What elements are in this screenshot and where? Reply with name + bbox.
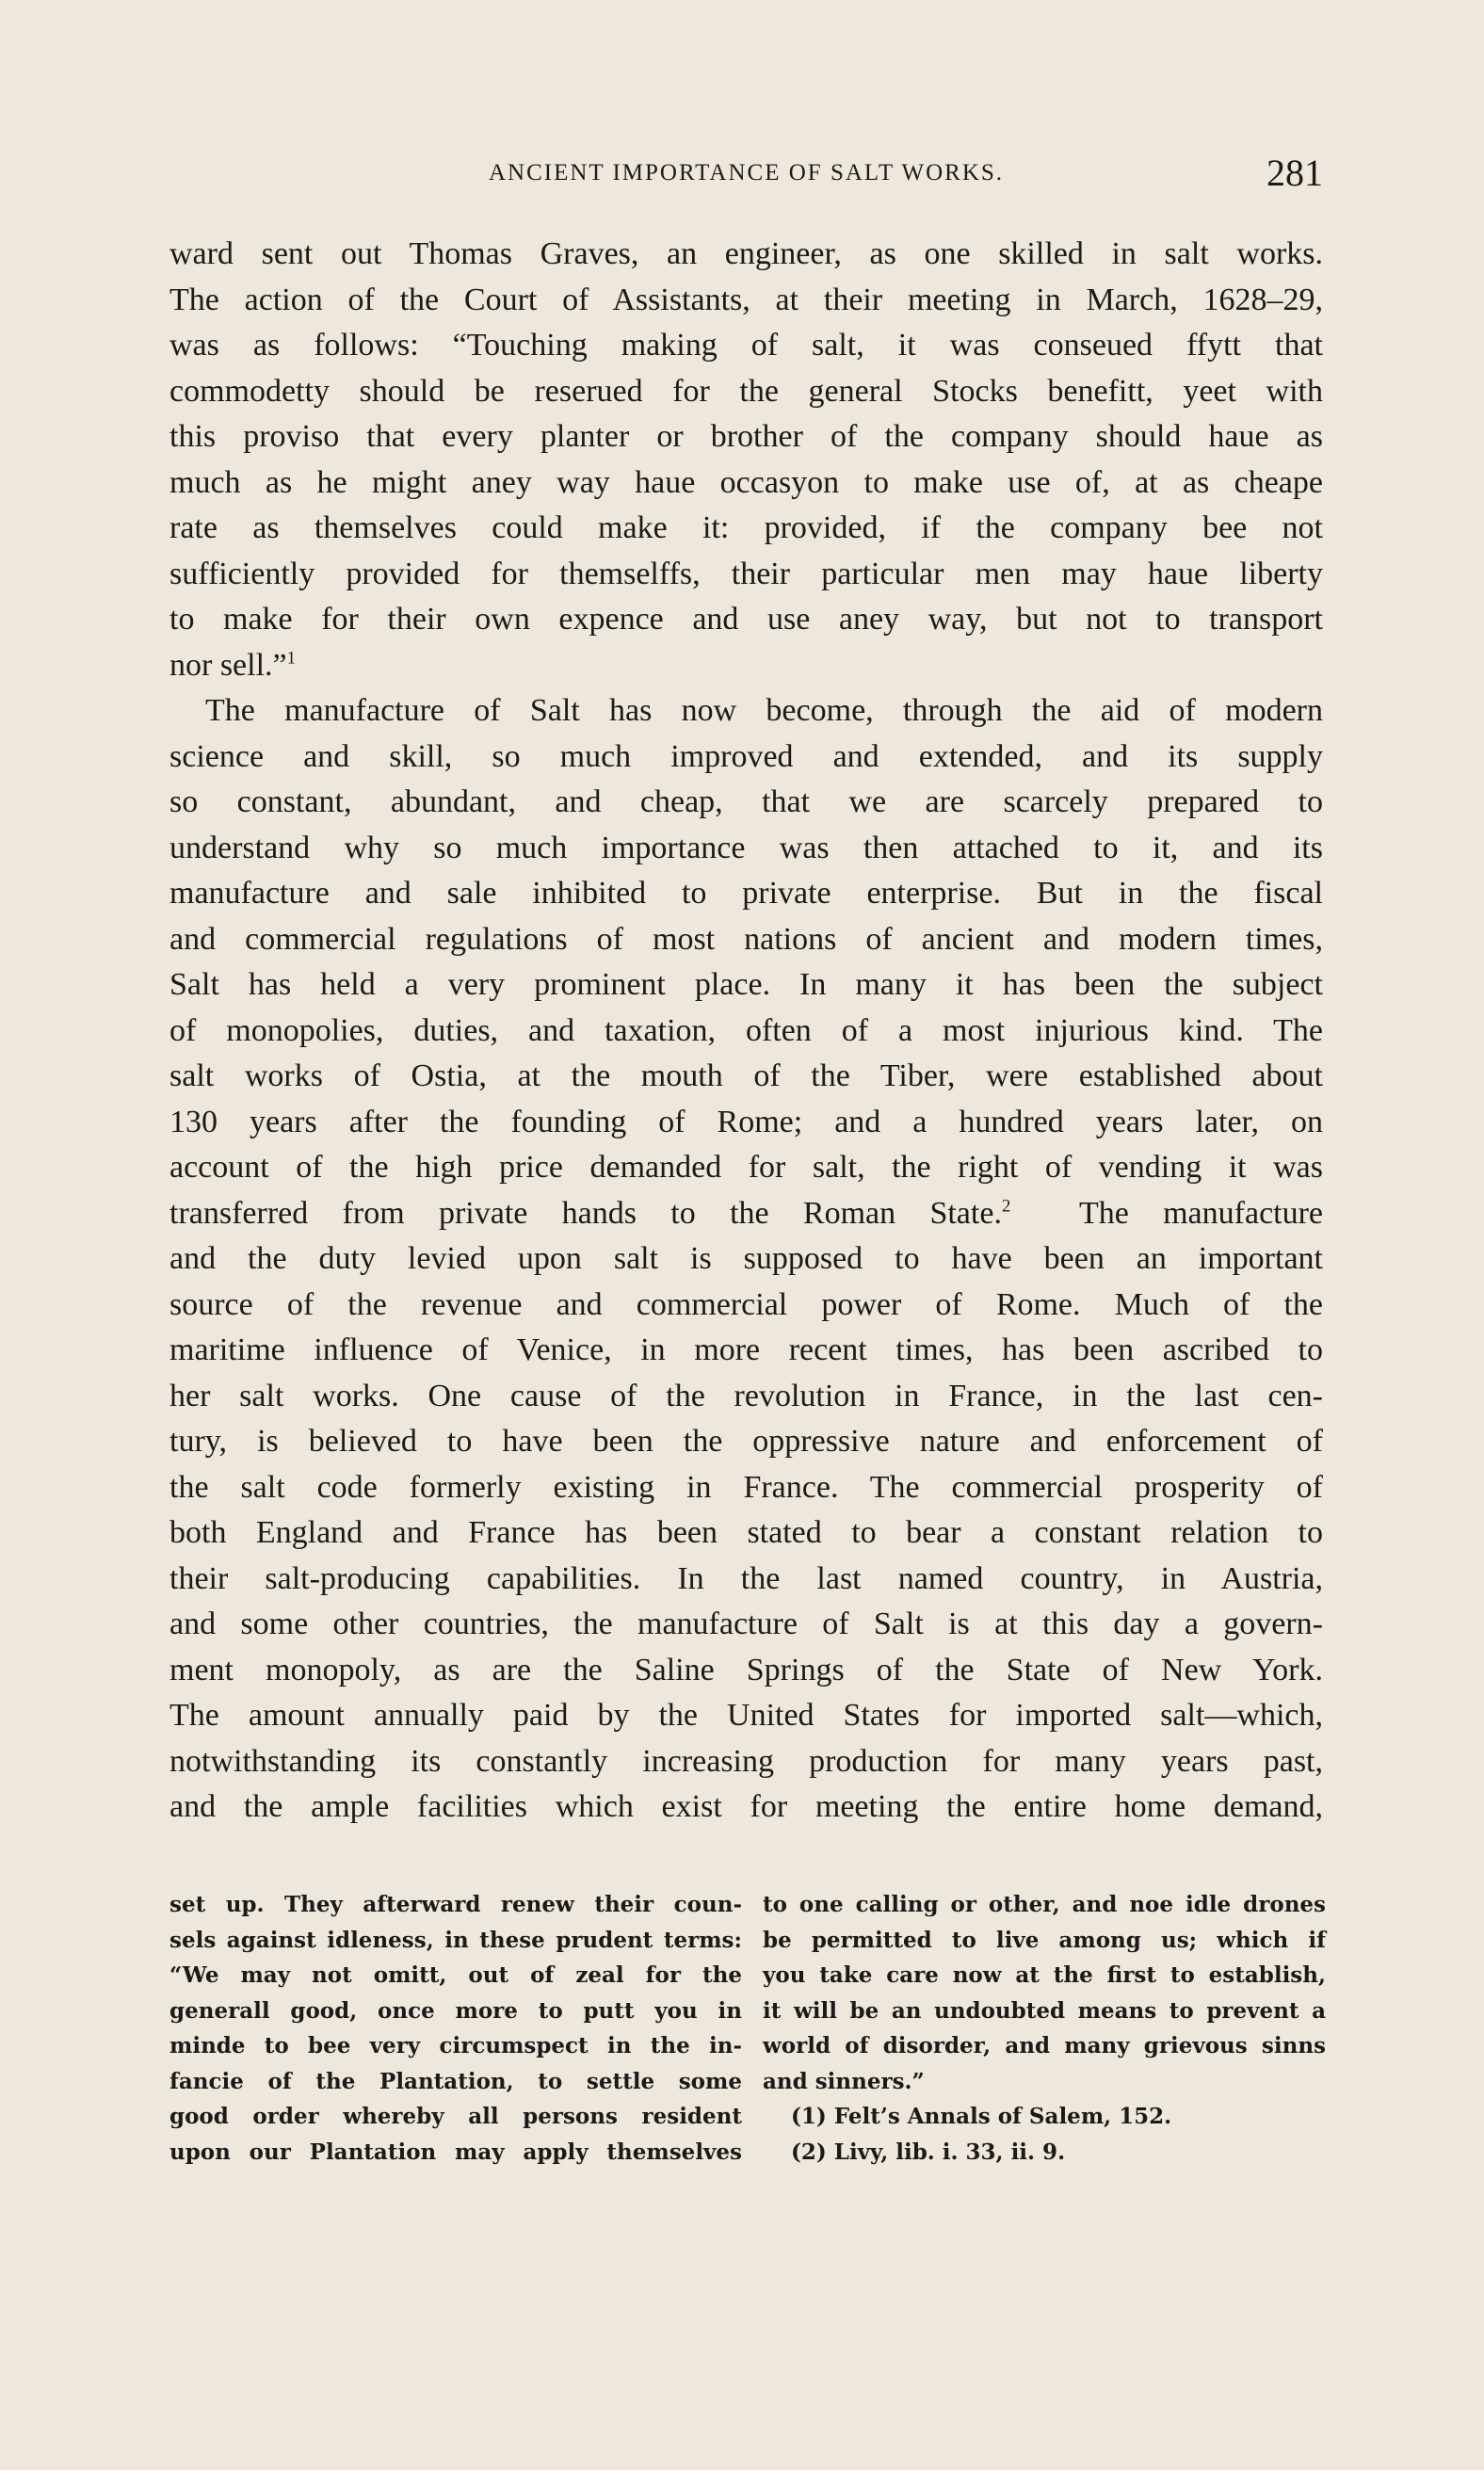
text-line: so constant, abundant, and cheap, that we are scarcely prepared to bbox=[169, 784, 1323, 819]
running-title: ANCIENT IMPORTANCE OF SALT WORKS. bbox=[488, 160, 1005, 186]
text-line: this proviso that every planter or brother of the company should haue as bbox=[169, 419, 1323, 454]
footnote-line: and sinners.” bbox=[763, 2068, 925, 2094]
footnote-line: generall good, once more to putt you in bbox=[169, 1997, 742, 2024]
text-line: was as follows: “Touching making of salt, it was conseued ffytt that bbox=[169, 328, 1323, 363]
text-line: and the duty levied upon salt is supposed to have been an important bbox=[169, 1241, 1323, 1276]
text-line: and the ample facilities which exist for meeting the entire home demand, bbox=[169, 1789, 1323, 1824]
text-line: understand why so much importance was then attached to it, and its bbox=[169, 830, 1323, 865]
text-line: rate as themselves could make it: provided, if the company bee not bbox=[169, 510, 1323, 545]
text-line-with-ref bbox=[169, 1191, 1323, 1237]
text-line: The amount annually paid by the United States for imported salt—which, bbox=[169, 1698, 1323, 1733]
page-number: 281 bbox=[1266, 152, 1323, 194]
text-line: science and skill, so much improved and extended, and its supply bbox=[169, 738, 1323, 774]
text-line: ward sent out Thomas Graves, an engineer, as one skilled in salt works. bbox=[169, 236, 1323, 271]
text-line: maritime influence of Venice, in more recent times, has been ascribed to bbox=[169, 1332, 1323, 1367]
text-line: source of the revenue and commercial power of Rome. Much of the bbox=[169, 1286, 1323, 1322]
footnote-line: sels against idleness, in these prudent terms: bbox=[169, 1927, 742, 1953]
text-line: account of the high price demanded for salt, the right of vending it was bbox=[169, 1150, 1323, 1185]
paragraph-start: The manufacture of Salt has now become, through the aid of modern bbox=[205, 693, 1323, 728]
text-line: both England and France has been stated to bear a constant relation to bbox=[169, 1515, 1323, 1550]
line-text: transferred from private hands to the Roman State. bbox=[169, 1195, 1002, 1231]
footnote-line: upon our Plantation may apply themselves bbox=[169, 2139, 742, 2165]
text-line: and commercial regulations of most nations of ancient and modern times, bbox=[169, 921, 1323, 957]
text-line: notwithstanding its constantly increasing production for many years past, bbox=[169, 1743, 1323, 1779]
footnote-line: fancie of the Plantation, to settle some bbox=[169, 2068, 742, 2094]
footnote-ref-1: 1 bbox=[286, 648, 296, 669]
text-line: manufacture and sale inhibited to private enterprise. But in the fiscal bbox=[169, 876, 1323, 911]
text-line: tury, is believed to have been the oppressive nature and enforcement of bbox=[169, 1424, 1323, 1459]
footnotes-left-column bbox=[169, 1887, 742, 2170]
text-line: her salt works. One cause of the revolution in France, in the last cen- bbox=[169, 1378, 1323, 1413]
text-line: to make for their own expence and use aney way, but not to transport bbox=[169, 602, 1323, 637]
line-tail: The manufacture bbox=[1078, 1195, 1324, 1231]
text-line: and some other countries, the manufacture of Salt is at this day a govern- bbox=[169, 1606, 1323, 1641]
footnote-line: to one calling or other, and noe idle drones bbox=[763, 1892, 1326, 1917]
text-line: The action of the Court of Assistants, at their meeting in March, 1628–29, bbox=[169, 282, 1323, 317]
text-line: the salt code formerly existing in France. The commercial prosperity of bbox=[169, 1469, 1323, 1505]
footnote-line: you take care now at the first to establish, bbox=[763, 1962, 1326, 1988]
text-line: much as he might aney way haue occasyon to make use of, at as cheape bbox=[169, 464, 1323, 500]
footnote-ref-2: 2 bbox=[1001, 1196, 1011, 1217]
footnote-citation-1: (1) Felt’s Annals of Salem, 152. bbox=[791, 2104, 1172, 2129]
footnote-line: good order whereby all persons resident bbox=[169, 2104, 742, 2129]
text-line: commodetty should be reserued for the general Stocks benefitt, yeet with bbox=[169, 373, 1323, 409]
footnote-line: “We may not omitt, out of zeal for the bbox=[169, 1962, 742, 1988]
text-line: of monopolies, duties, and taxation, often of a most injurious kind. The bbox=[169, 1012, 1323, 1048]
body-text bbox=[169, 232, 1323, 1831]
text-line: salt works of Ostia, at the mouth of the Tiber, were established about bbox=[169, 1058, 1323, 1093]
text-line-with-ref bbox=[169, 643, 1323, 689]
footnote-line: set up. They afterward renew their coun- bbox=[169, 1892, 742, 1917]
footnote-line: be permitted to live among us; which if bbox=[763, 1927, 1326, 1953]
text-line: Salt has held a very prominent place. In many it has been the subject bbox=[169, 967, 1323, 1002]
footnote-line: world of disorder, and many grievous sinns bbox=[763, 2033, 1326, 2058]
footnotes-right-column bbox=[763, 1887, 1326, 2170]
line-text: nor sell.” bbox=[169, 647, 287, 683]
text-line: 130 years after the founding of Rome; and a hundred years later, on bbox=[169, 1104, 1323, 1139]
running-head bbox=[169, 151, 1323, 198]
footnote-citation-2: (2) Livy, lib. i. 33, ii. 9. bbox=[791, 2139, 1066, 2165]
footnote-line: it will be an undoubted means to prevent a bbox=[763, 1997, 1326, 2024]
text-line: sufficiently provided for themselffs, their particular men may haue liberty bbox=[169, 556, 1323, 591]
text-line: ment monopoly, as are the Saline Springs of the State of New York. bbox=[169, 1652, 1323, 1687]
footnote-line: minde to bee very circumspect in the in- bbox=[169, 2033, 742, 2058]
text-line: their salt-producing capabilities. In the last named country, in Austria, bbox=[169, 1560, 1323, 1596]
